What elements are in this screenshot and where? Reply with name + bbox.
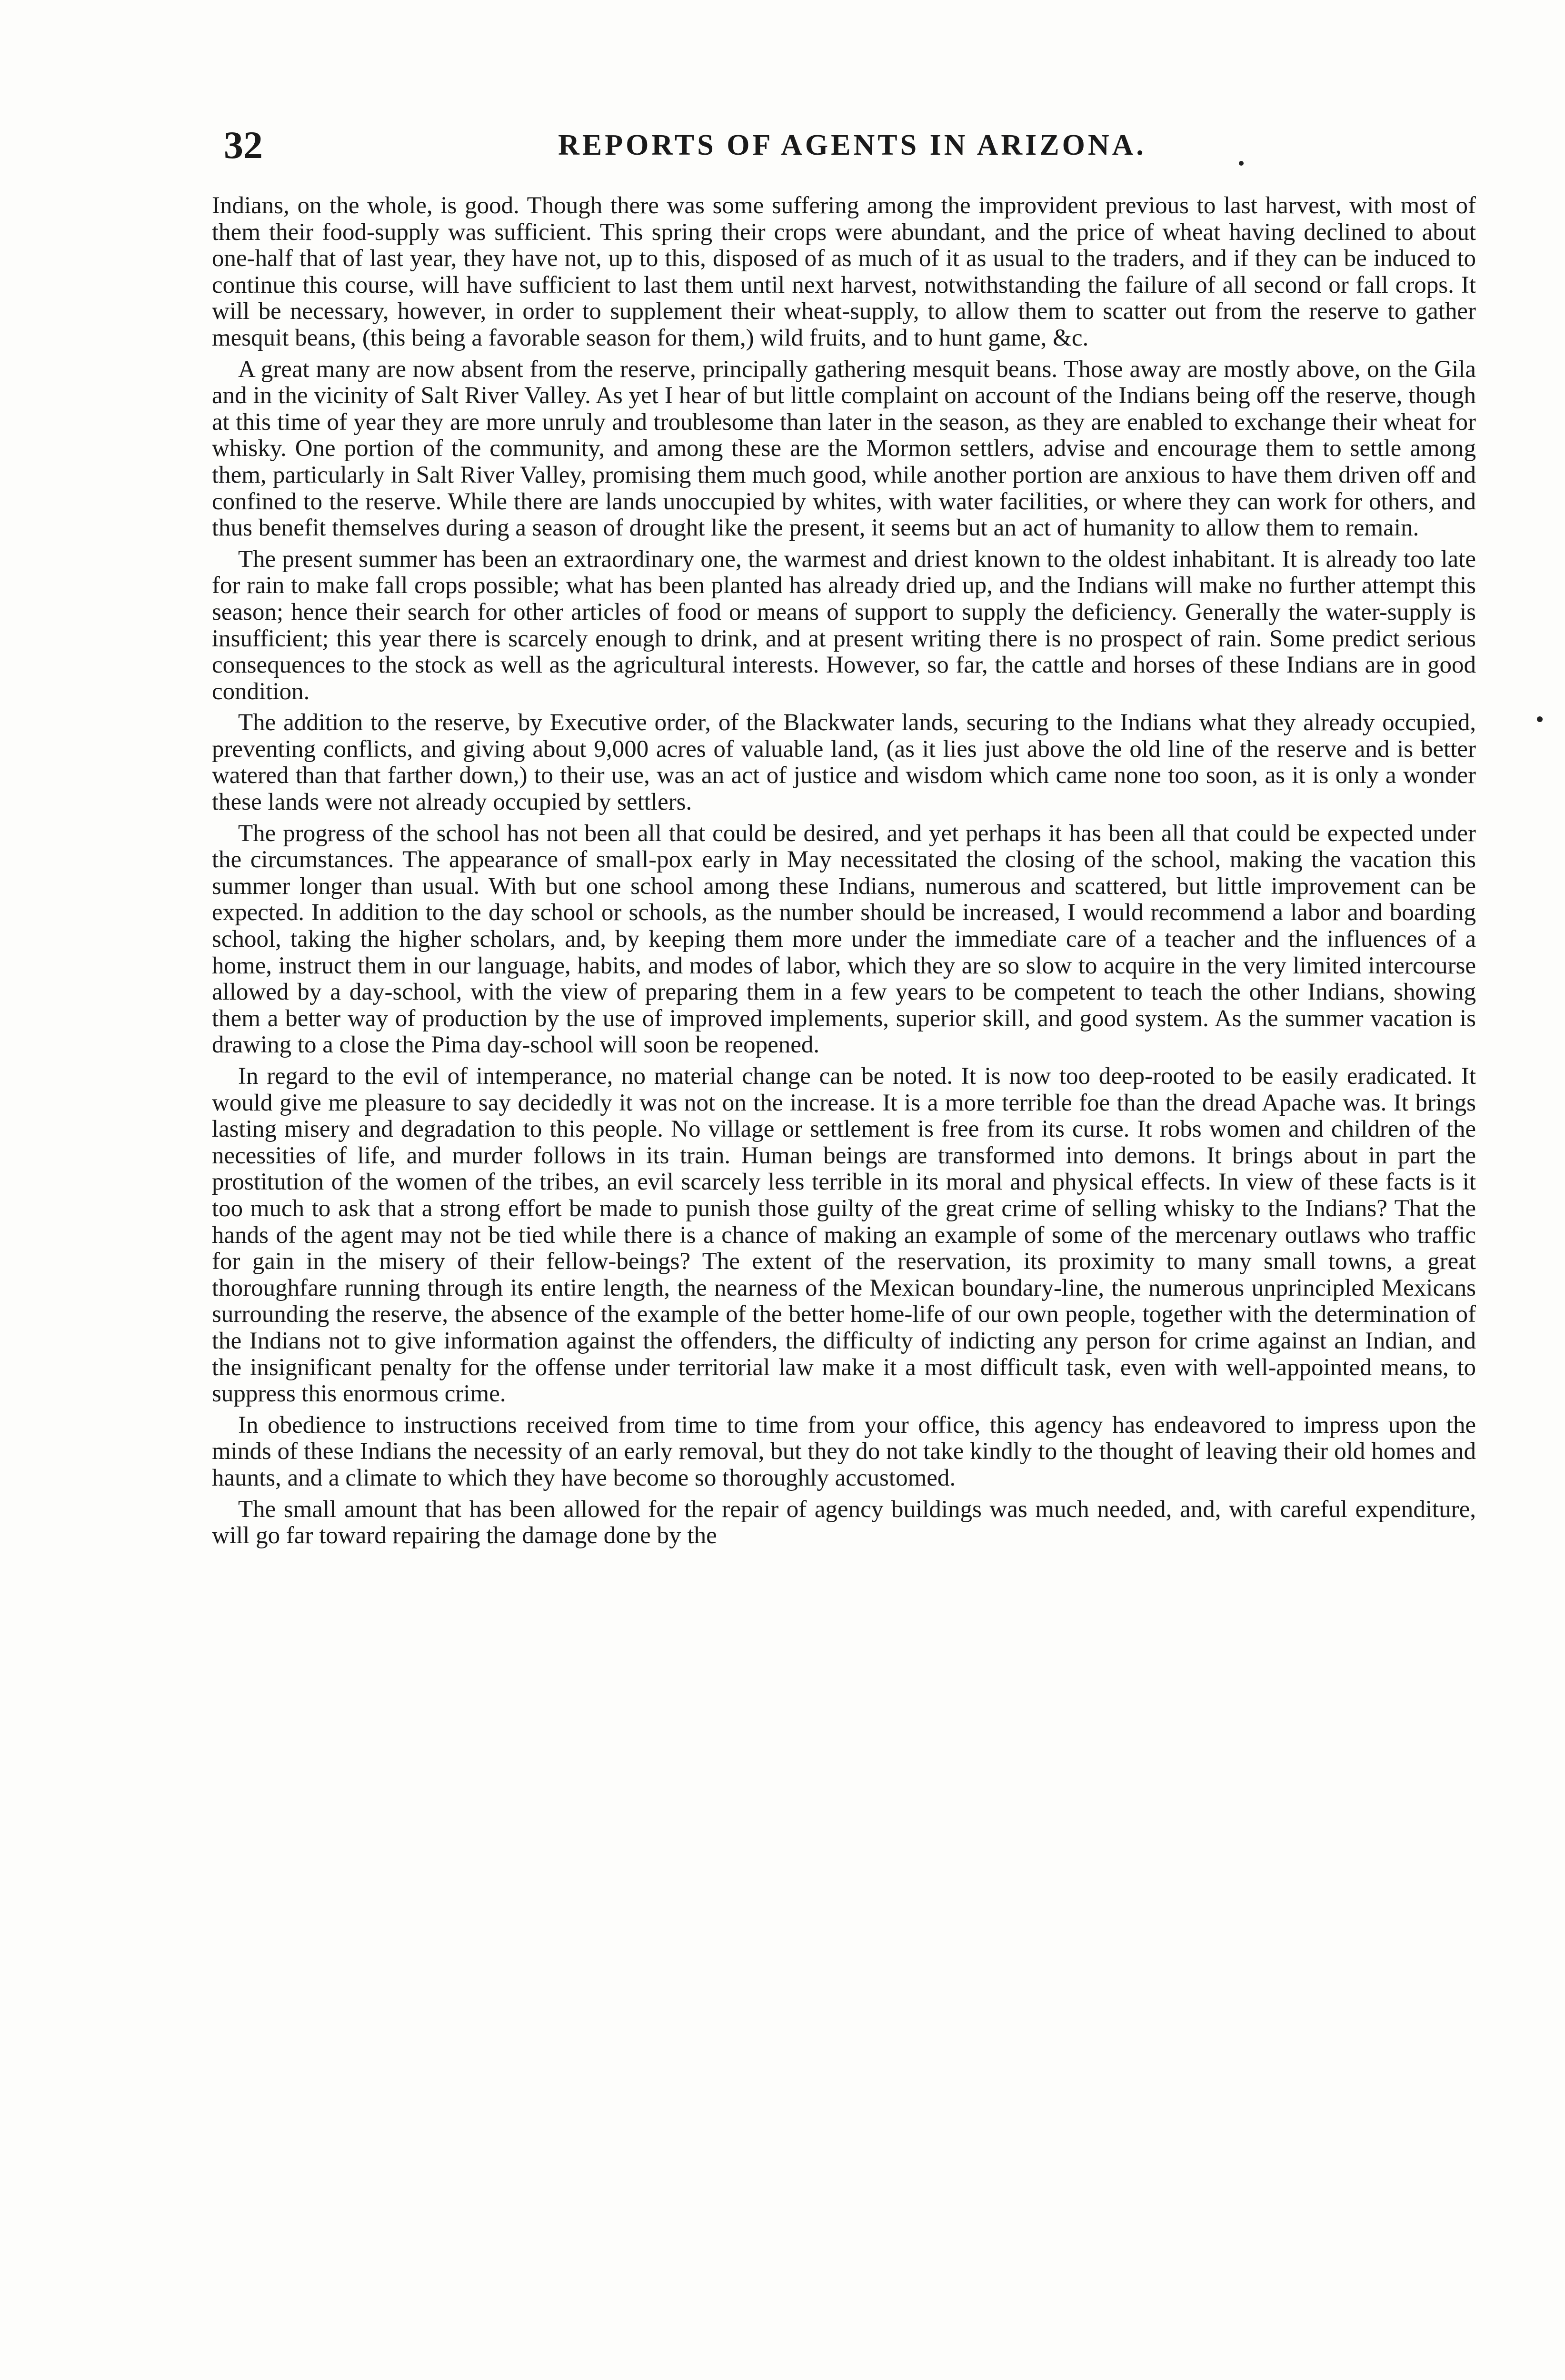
page-number: 32 xyxy=(224,123,263,167)
running-title: REPORTS OF AGENTS IN ARIZONA. xyxy=(558,129,1146,161)
paragraph-school-progress: The progress of the school has not been all that could be desired, and yet perhaps it has been all that could be expected under the circumstances. The appearance of small-pox early in May necessitated the closing of the school, making the vacation this summer longer than usual. With but one school among these Indians, numerous and scattered, but little improvement can be expected. In addition to the day school or schools, as the number should be increased, I would recommend a labor and boarding school, taking the higher scholars, and, by keeping them more under the immediate care of a teacher and the influences of a home, instruct them in our language, habits, and modes of labor, which they are so slow to acquire in the very limited intercourse allowed by a day-school, with the view of preparing them in a few years to be competent to teach the other Indians, showing them a better way of production by the use of improved implements, superior skill, and good system. As the summer vacation is drawing to a close the Pima day-school will soon be reopened. xyxy=(212,820,1476,1059)
print-speck-mark xyxy=(1239,161,1244,166)
page-header xyxy=(224,119,1481,171)
print-speck-mark xyxy=(1537,716,1543,722)
body-text xyxy=(212,193,1476,1554)
paragraph-food-supply: Indians, on the whole, is good. Though there was some suffering among the improvident previous to last harvest, with most of them their food-supply was sufficient. This spring their crops were abundant, and the price of wheat having declined to about one-half that of last year, they have not, up to this, disposed of as much of it as usual to the traders, and if they can be induced to continue this course, will have sufficient to last them until next harvest, notwithstanding the failure of all second or fall crops. It will be necessary, however, in order to supplement their wheat-supply, to allow them to scatter out from the reserve to gather mesquit beans, (this being a favorable season for them,) wild fruits, and to hunt game, &c. xyxy=(212,192,1476,351)
paragraph-intemperance: In regard to the evil of intemperance, no material change can be noted. It is now too deep-rooted to be easily eradicated. It would give me pleasure to say decidedly it was not on the increase. It is a more terrible foe than the dread Apache was. It brings lasting misery and degradation to this people. No village or settlement is free from its curse. It robs women and children of the necessities of life, and murder follows in its train. Human beings are transformed into demons. It brings about in part the prostitution of the women of the tribes, an evil scarcely less terrible in its moral and physical effects. In view of these facts is it too much to ask that a strong effort be made to punish those guilty of the great crime of selling whisky to the Indians? That the hands of the agent may not be tied while there is a chance of making an example of some of the mercenary outlaws who traffic for gain in the misery of their fellow-beings? The extent of the reservation, its proximity to many small towns, a great thoroughfare running through its entire length, the nearness of the Mexican boundary-line, the numerous unprincipled Mexicans surrounding the reserve, the absence of the example of the better home-life of our own people, together with the determination of the Indians not to give information against the offenders, the difficulty of indicting any person for crime against an Indian, and the insignificant penalty for the offense under territorial law make it a most difficult task, even with well-appointed means, to suppress this enormous crime. xyxy=(212,1063,1476,1408)
paragraph-removal: In obedience to instructions received from time to time from your office, this agency has endeavored to impress upon the minds of these Indians the necessity of an early removal, but they do not take kindly to the thought of leaving their old homes and haunts, and a climate to which they have become so thoroughly accustomed. xyxy=(212,1411,1476,1491)
paragraph-blackwater-lands: The addition to the reserve, by Executive order, of the Blackwater lands, securing to the Indians what they already occupied, preventing conflicts, and giving about 9,000 acres of valuable land, (as it lies just above the old line of the reserve and is better watered than that farther down,) to their use, was an act of justice and wisdom which came none too soon, as it is only a wonder these lands were not already occupied by settlers. xyxy=(212,709,1476,816)
paragraph-drought: The present summer has been an extraordinary one, the warmest and driest known to the oldest inhabitant. It is already too late for rain to make fall crops possible; what has been planted has already dried up, and the Indians will make no further attempt this season; hence their search for other articles of food or means of support to supply the deficiency. Generally the water-supply is insufficient; this year there is scarcely enough to drink, and at present writing there is no prospect of rain. Some predict serious consequences to the stock as well as the agricultural interests. However, so far, the cattle and horses of these Indians are in good condition. xyxy=(212,545,1476,705)
paragraph-agency-buildings: The small amount that has been allowed for the repair of agency buildings was much needed, and, with careful expenditure, will go far toward repairing the damage done by the xyxy=(212,1496,1476,1549)
paragraph-absent-from-reserve: A great many are now absent from the reserve, principally gathering mesquit beans. Those away are mostly above, on the Gila and in the vicinity of Salt River Valley. As yet I hear of but little complaint on account of the Indians being off the reserve, though at this time of year they are more unruly and troublesome than later in the season, as they are enabled to exchange their wheat for whisky. One portion of the community, and among these are the Mormon settlers, advise and encourage them to settle among them, particularly in Salt River Valley, promising them much good, while another portion are anxious to have them driven off and confined to the reserve. While there are lands unoccupied by whites, with water facilities, or where they can work for others, and thus benefit themselves during a season of drought like the present, it seems but an act of humanity to allow them to remain. xyxy=(212,356,1476,542)
